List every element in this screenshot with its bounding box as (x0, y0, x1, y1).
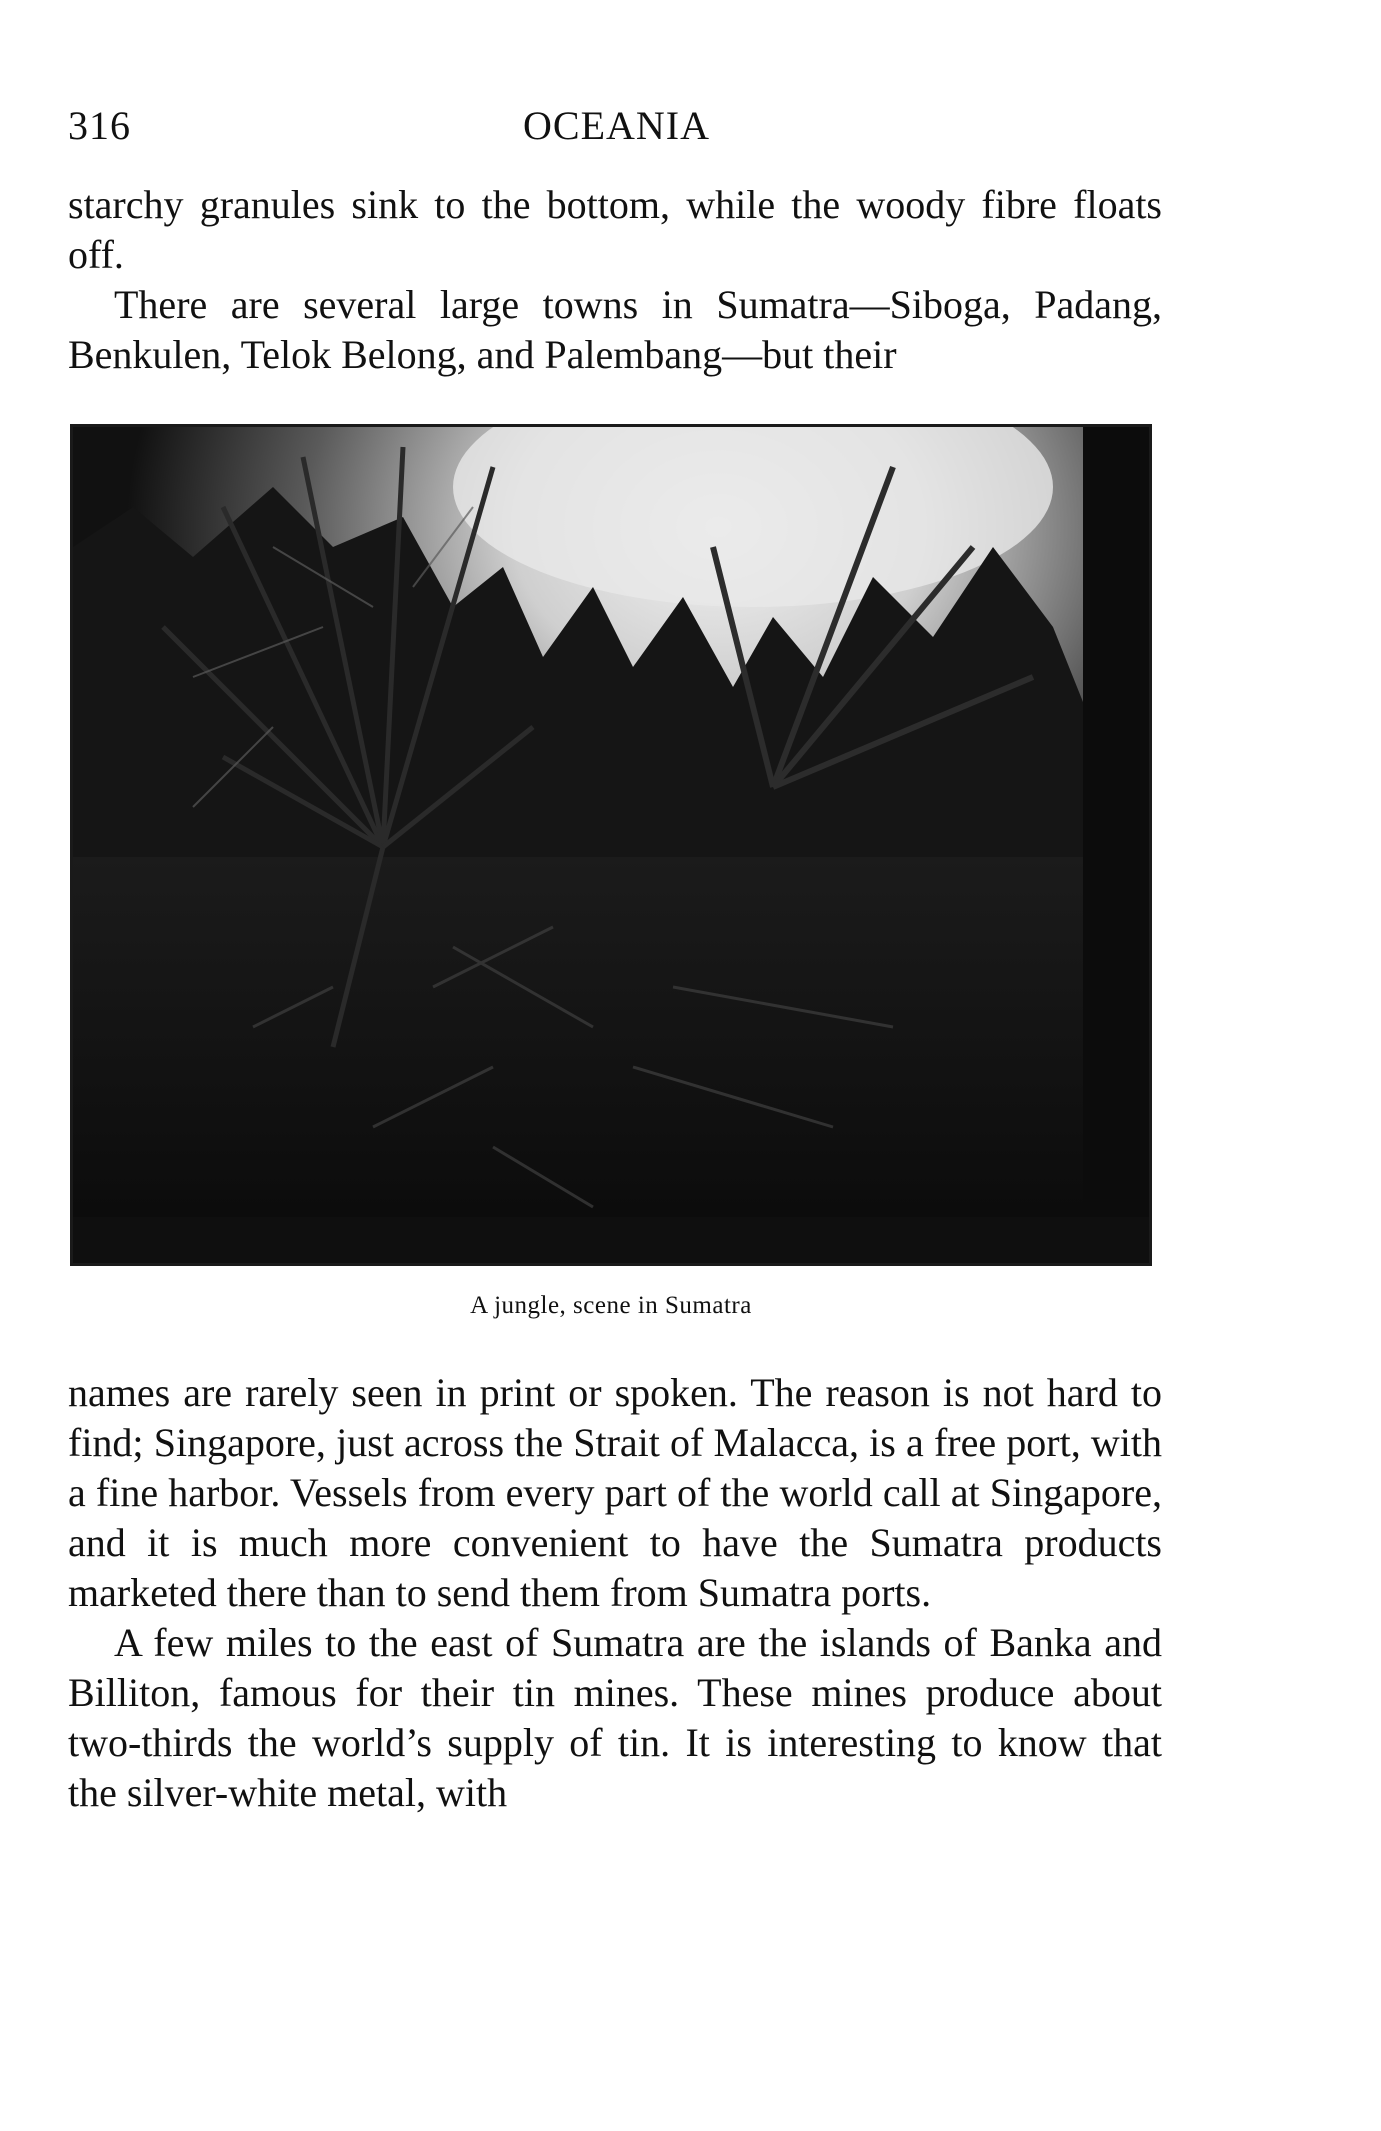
paragraph: starchy granules sink to the bottom, while the woody fibre floats off. (68, 182, 1162, 277)
paragraph: names are rarely seen in print or spoken. The reason is not hard to find; Singapore, just across the Strait of Malacca, is a free port, with a fine harbor. Vessels from every part of the world call at Singapore, and it is much more convenient to have the Sumatra products marketed there than to send them from Sumatra ports. (68, 1370, 1162, 1615)
running-head (68, 96, 1158, 156)
figure-caption: A jungle, scene in Sumatra (470, 1292, 752, 1319)
jungle-photo-illustration (73, 427, 1149, 1263)
paragraph: A few miles to the east of Sumatra are the islands of Banka and Billiton, famous for their tin mines. These mines produce about two-thirds the world’s supply of tin. It is interesting to know that the silver-white metal, with (68, 1620, 1162, 1815)
text-block-bottom (68, 1368, 1162, 1818)
paragraph: There are several large towns in Sumatra—Siboga, Padang, Benkulen, Telok Belong, and Palembang—but their (68, 282, 1162, 377)
jungle-photograph (70, 424, 1152, 1266)
running-title: OCEANIA (523, 103, 710, 148)
page-number: 316 (68, 103, 131, 148)
text-block-top (68, 180, 1162, 380)
